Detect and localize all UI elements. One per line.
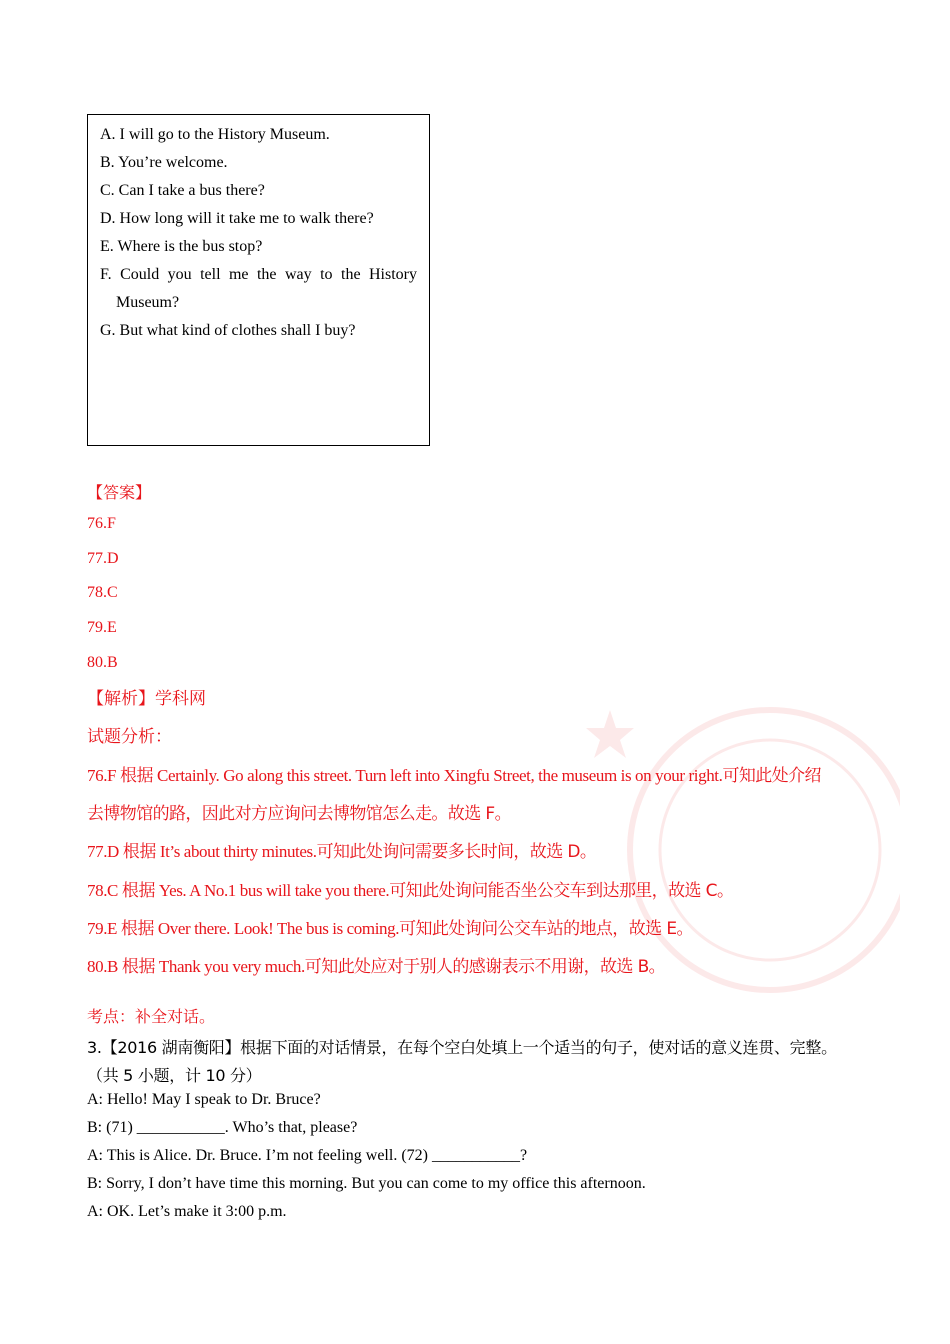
option-d: D. How long will it take me to walk there? <box>100 210 374 227</box>
explanation-80-cn: 可知此处应对于别人的感谢表示不用谢，故选 B。 <box>304 957 666 977</box>
answer-label: 【答案】 <box>87 483 152 502</box>
option-g: G. But what kind of clothes shall I buy? <box>100 322 356 339</box>
explanation-76-cn: 可知此处介绍 <box>722 766 821 786</box>
question3-title <box>87 1035 837 1058</box>
analysis-subtitle: 试题分析： <box>87 727 172 747</box>
explanation-76-cont-cn: 去博物馆的路，因此对方应询问去博物馆怎么走。故选 F。 <box>87 804 511 824</box>
dialogue-line: A: OK. Let’s make it 3:00 p.m. <box>87 1203 287 1220</box>
explanation-78-en: 78.C 根据 Yes. A No.1 bus will take you there. <box>87 881 390 900</box>
answer-78: 78.C <box>87 584 118 601</box>
dialogue-line: A: Hello! May I speak to Dr. Bruce? <box>87 1091 321 1108</box>
option-b: B. You’re welcome. <box>100 154 228 171</box>
option-f-continued: Museum? <box>116 294 180 311</box>
answer-77: 77.D <box>87 550 119 567</box>
explanation-80-en: 80.B 根据 Thank you very much. <box>87 957 305 976</box>
question3-title-text: 3.【2016 湖南衡阳】根据下面的对话情景，在每个空白处填上一个适当的句子，使对话的意义连贯、完整。 <box>87 1038 837 1057</box>
explanation-77 <box>87 837 596 862</box>
explanation-78 <box>87 876 733 901</box>
option-c: C. Can I take a bus there? <box>100 182 265 199</box>
analysis-label: 【解析】学科网 <box>87 689 206 709</box>
option-e: E. Where is the bus stop? <box>100 238 263 255</box>
question3-score <box>87 1063 261 1086</box>
option-f: F. Could you tell me the way to the History <box>100 266 417 283</box>
explanation-77-cn: 可知此处询问需要多长时间，故选 D。 <box>316 842 597 862</box>
answer-76: 76.F <box>87 515 116 532</box>
explanation-76-cont <box>87 799 511 824</box>
options-box <box>87 114 430 446</box>
explanation-77-en: 77.D 根据 It’s about thirty minutes. <box>87 842 317 861</box>
answer-79: 79.E <box>87 619 117 636</box>
explanation-79-en: 79.E 根据 Over there. Look! The bus is coming. <box>87 919 400 938</box>
option-a: A. I will go to the History Museum. <box>100 126 330 143</box>
dialogue-line: B: Sorry, I don’t have time this morning. But you can come to my office this afternoon. <box>87 1175 646 1192</box>
answer-80: 80.B <box>87 654 118 671</box>
explanation-79-cn: 可知此处询问公交车站的地点，故选 E。 <box>399 919 693 939</box>
dialogue-line: B: (71) ___________. Who’s that, please? <box>87 1119 358 1136</box>
explanation-76-en: 76.F 根据 Certainly. Go along this street. Turn left into Xingfu Street, the museum is on your right. <box>87 766 723 785</box>
dialogue-line: A: This is Alice. Dr. Bruce. I’m not feeling well. (72) ___________? <box>87 1147 528 1164</box>
explanation-78-cn: 可知此处询问能否坐公交车到达那里，故选 C。 <box>389 881 734 901</box>
question3-score-text: （共 5 小题，计 10 分） <box>87 1066 262 1085</box>
explanation-80 <box>87 952 665 977</box>
kaodian-label: 考点：补全对话。 <box>87 1007 216 1026</box>
explanation-79 <box>87 914 693 939</box>
explanation-76 <box>87 761 821 786</box>
